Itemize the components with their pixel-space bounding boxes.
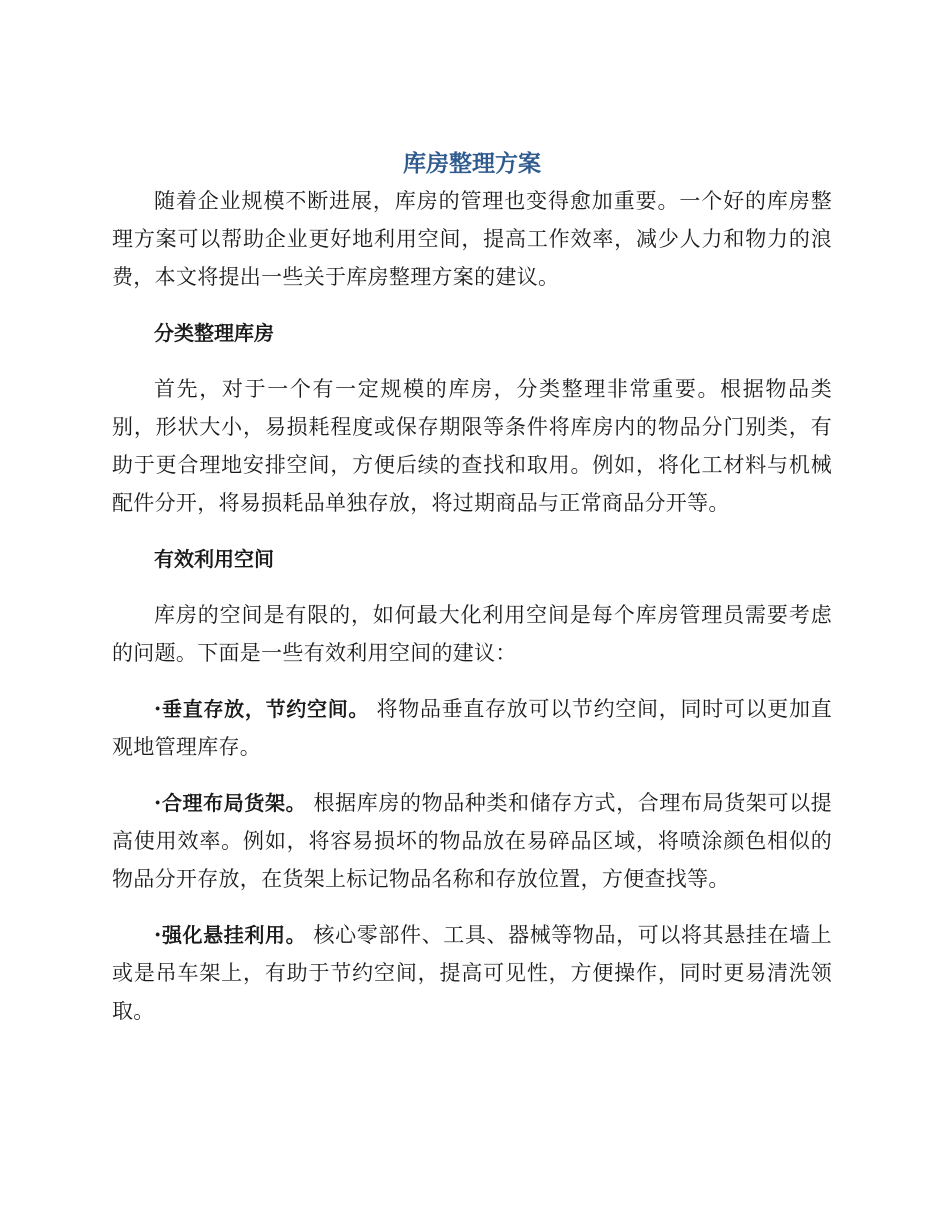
section-heading-classification: 分类整理库房	[154, 321, 274, 345]
document-page	[112, 146, 832, 1030]
section-heading-space: 有效利用空间	[154, 547, 274, 571]
bullet-title: 垂直存放，节约空间。	[161, 697, 370, 721]
bullet-item-shelf-layout	[112, 784, 832, 898]
intro-paragraph: 随着企业规模不断进展，库房的管理也变得愈加重要。一个好的库房整理方案可以帮助企业更好地利用空间，提高工作效率，减少人力和物力的浪费，本文将提出一些关于库房整理方案的建议。	[112, 189, 832, 289]
bullet-title: 合理布局货架。	[161, 791, 307, 815]
bullet-item-vertical-storage	[112, 690, 832, 766]
bullet-item-hanging	[112, 916, 832, 1030]
section-body-space: 库房的空间是有限的，如何最大化利用空间是每个库房管理员需要考虑的问题。下面是一些有效利用空间的建议：	[112, 603, 832, 665]
bullet-text: 核心零部件、工具、器械等物品，可以将其悬挂在墙上或是吊车架上，有助于节约空间，提高可见性，方便操作，同时更易清洗领取。	[112, 923, 832, 1023]
bullet-title: 强化悬挂利用。	[161, 923, 307, 947]
bullet-mark: ·	[154, 790, 162, 815]
section-body-classification: 首先，对于一个有一定规模的库房，分类整理非常重要。根据物品类别，形状大小，易损耗程度或保存期限等条件将库房内的物品分门别类，有助于更合理地安排空间，方便后续的查找和取用。例如，将化工材料与机械配件分开，将易损耗品单独存放，将过期商品与正常商品分开等。	[112, 377, 832, 515]
bullet-text: 将物品垂直存放可以节约空间，同时可以更加直观地管理库存。	[112, 697, 833, 759]
bullet-mark: ·	[154, 696, 162, 721]
bullet-text: 根据库房的物品种类和储存方式，合理布局货架可以提高使用效率。例如，将容易损坏的物品放在易碎品区域，将喷涂颜色相似的物品分开存放，在货架上标记物品名称和存放位置，方便查找等。	[112, 791, 832, 891]
bullet-mark: ·	[154, 922, 162, 947]
document-title: 库房整理方案	[403, 151, 541, 177]
